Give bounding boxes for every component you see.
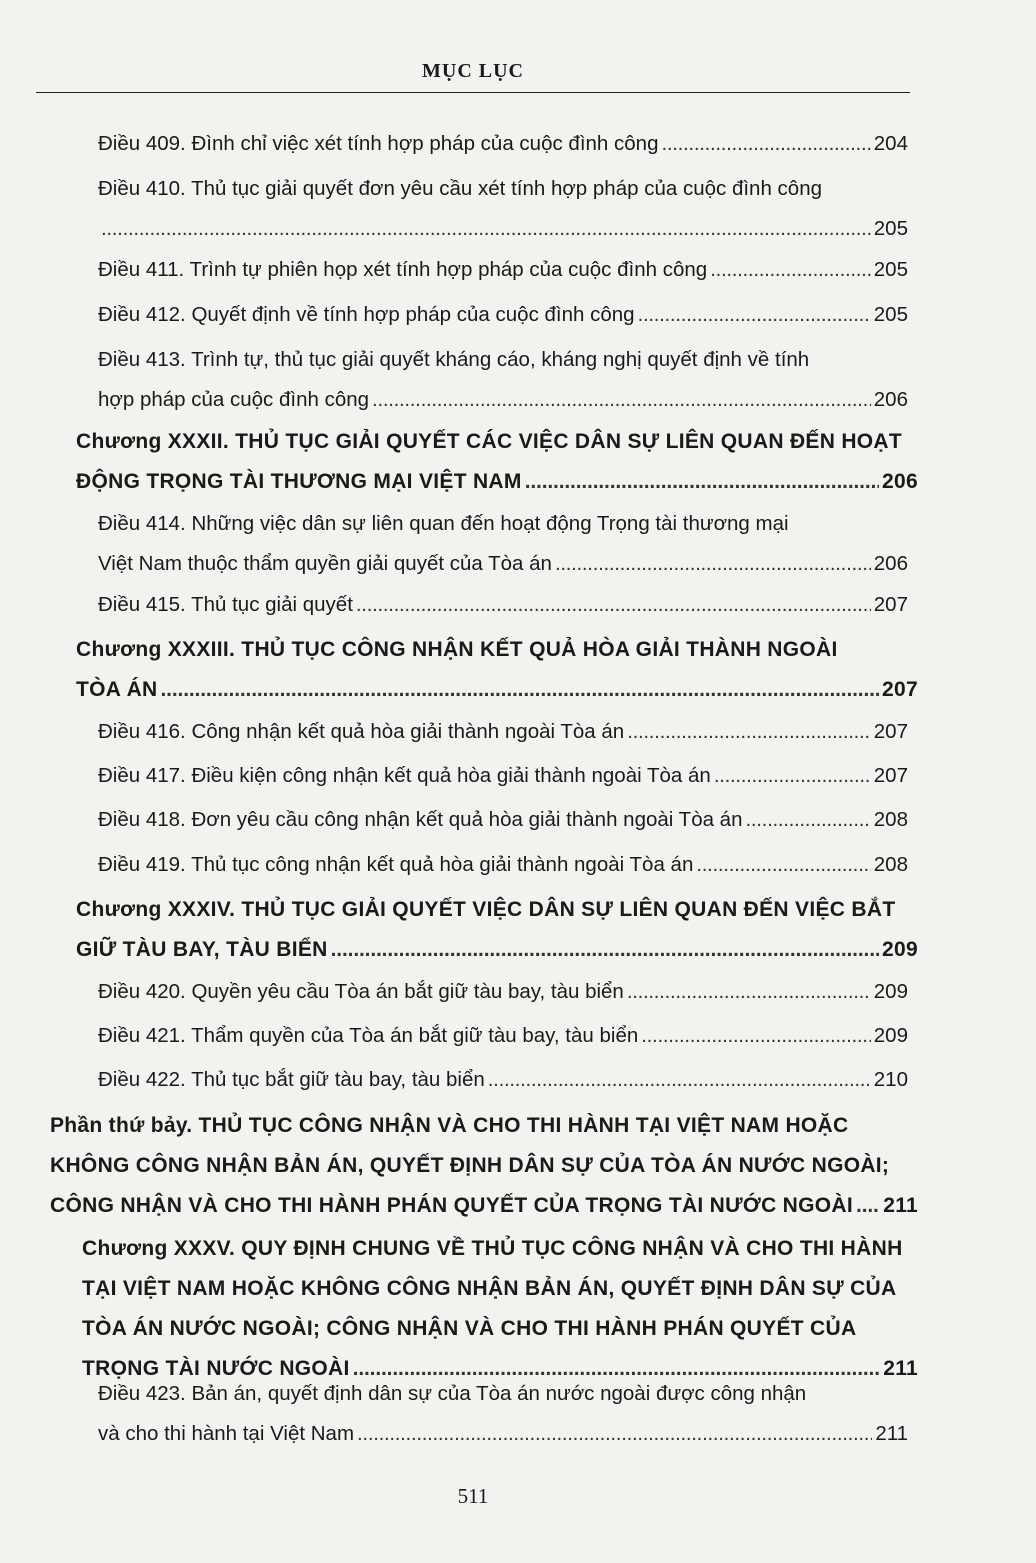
dot-leader (856, 1186, 880, 1226)
toc-page-ref: 205 (873, 217, 908, 240)
dot-leader (356, 585, 871, 625)
toc-entry-text: Điều 422. Thủ tục bắt giữ tàu bay, tàu biển (98, 1068, 485, 1091)
toc-entry-text: Điều 414. Những việc dân sự liên quan đến hoạt động Trọng tài thương mại (98, 512, 789, 535)
toc-entry-article[interactable] (98, 340, 908, 420)
toc-entry-text: Chương XXXIV. THỦ TỤC GIẢI QUYẾT VIỆC DÂN SỰ LIÊN QUAN ĐẾN VIỆC BẮT (76, 898, 896, 921)
toc-entry-article[interactable] (98, 712, 908, 752)
toc-entry-text: Điều 411. Trình tự phiên họp xét tính hợp pháp của cuộc đình công (98, 258, 708, 281)
toc-entry-article[interactable] (98, 250, 908, 290)
dot-leader (627, 712, 871, 752)
dot-leader (661, 124, 870, 164)
toc-entry-text: và cho thi hành tại Việt Nam (98, 1422, 355, 1445)
toc-page-ref: 211 (875, 1422, 908, 1445)
dot-leader (696, 845, 870, 885)
toc-entry-article[interactable] (98, 1374, 908, 1454)
toc-entry-text: Điều 423. Bản án, quyết định dân sự của Tòa án nước ngoài được công nhận (98, 1382, 807, 1405)
toc-entry-text: Điều 420. Quyền yêu cầu Tòa án bắt giữ tàu bay, tàu biển (98, 980, 624, 1003)
dot-leader (627, 972, 871, 1012)
dot-leader (525, 462, 879, 502)
toc-page-ref: 208 (873, 808, 908, 831)
toc-page-ref: 205 (873, 258, 908, 281)
dot-leader (555, 544, 871, 584)
toc-entry-text: Điều 416. Công nhận kết quả hòa giải thành ngoài Tòa án (98, 720, 625, 743)
toc-entry-chapter[interactable] (76, 890, 918, 970)
toc-entry-text: TÒA ÁN (76, 678, 158, 701)
toc-entry-text: GIỮ TÀU BAY, TÀU BIỂN (76, 938, 328, 961)
toc-page-ref: 209 (873, 980, 908, 1003)
toc-entry-chapter[interactable] (76, 422, 918, 502)
toc-page-ref: 211 (883, 1357, 918, 1380)
toc-entry-text: CÔNG NHẬN VÀ CHO THI HÀNH PHÁN QUYẾT CỦA TRỌNG TÀI NƯỚC NGOÀI (50, 1194, 854, 1217)
toc-entry-text: Điều 419. Thủ tục công nhận kết quả hòa giải thành ngoài Tòa án (98, 853, 694, 876)
toc-page-ref: 207 (873, 764, 908, 787)
toc-entry-part[interactable] (50, 1106, 918, 1226)
dot-leader (101, 209, 871, 249)
toc-entry-article[interactable] (98, 972, 908, 1012)
toc-entry-text: hợp pháp của cuộc đình công (98, 388, 370, 411)
toc-entry-article[interactable] (98, 504, 908, 584)
toc-entry-text: Chương XXXIII. THỦ TỤC CÔNG NHẬN KẾT QUẢ HÒA GIẢI THÀNH NGOÀI (76, 638, 838, 661)
toc-entry-text: TẠI VIỆT NAM HOẶC KHÔNG CÔNG NHẬN BẢN ÁN, QUYẾT ĐỊNH DÂN SỰ CỦA (82, 1277, 897, 1300)
dot-leader (372, 380, 871, 420)
toc-page-ref: 204 (873, 132, 908, 155)
toc-page-ref: 207 (882, 678, 918, 701)
page-number: 511 (457, 1484, 489, 1508)
toc-page-ref: 207 (873, 720, 908, 743)
toc-entry-text: Điều 418. Đơn yêu cầu công nhận kết quả hòa giải thành ngoài Tòa án (98, 808, 743, 831)
toc-entry-article[interactable] (98, 1060, 908, 1100)
toc-entry-article[interactable] (98, 800, 908, 840)
toc-entry-article[interactable] (98, 1016, 908, 1056)
toc-page-ref: 211 (883, 1194, 918, 1217)
toc-entry-text: Điều 415. Thủ tục giải quyết (98, 593, 353, 616)
dot-leader (161, 670, 880, 710)
toc-entry-chapter[interactable] (82, 1229, 918, 1389)
dot-leader (331, 930, 879, 970)
toc-page-ref: 210 (873, 1068, 908, 1091)
page-title: MỤC LỤC (422, 60, 524, 82)
dot-leader (746, 800, 871, 840)
toc-page-ref: 206 (882, 470, 918, 493)
dot-leader (357, 1414, 872, 1454)
toc-entry-article[interactable] (98, 169, 908, 249)
toc-entry-text: Việt Nam thuộc thẩm quyền giải quyết của Tòa án (98, 552, 552, 575)
toc-entry-text: TÒA ÁN NƯỚC NGOÀI; CÔNG NHẬN VÀ CHO THI HÀNH PHÁN QUYẾT CỦA (82, 1317, 857, 1340)
toc-entry-article[interactable] (98, 124, 908, 164)
toc-page-ref: 209 (882, 938, 918, 961)
toc-page-ref: 207 (873, 593, 908, 616)
toc-entry-article[interactable] (98, 756, 908, 796)
toc-page-ref: 206 (873, 552, 908, 575)
toc-page-ref: 209 (873, 1024, 908, 1047)
toc-page-ref: 208 (873, 853, 908, 876)
toc-page-ref: 205 (873, 303, 908, 326)
dot-leader (488, 1060, 871, 1100)
toc-entry-article[interactable] (98, 845, 908, 885)
toc-entry-text: Điều 412. Quyết định về tính hợp pháp của cuộc đình công (98, 303, 635, 326)
toc-entry-article[interactable] (98, 295, 908, 335)
toc-entry-text: Điều 409. Đình chỉ việc xét tính hợp pháp của cuộc đình công (98, 132, 659, 155)
dot-leader (641, 1016, 871, 1056)
dot-leader (714, 756, 871, 796)
toc-entry-text: Điều 410. Thủ tục giải quyết đơn yêu cầu xét tính hợp pháp của cuộc đình công (98, 177, 822, 200)
toc-entry-text: Điều 417. Điều kiện công nhận kết quả hòa giải thành ngoài Tòa án (98, 764, 711, 787)
toc-entry-text: Điều 413. Trình tự, thủ tục giải quyết kháng cáo, kháng nghị quyết định về tính (98, 348, 810, 371)
toc-entry-chapter[interactable] (76, 630, 918, 710)
toc-entry-article[interactable] (98, 585, 908, 625)
toc-entry-text: Phần thứ bảy. THỦ TỤC CÔNG NHẬN VÀ CHO THI HÀNH TẠI VIỆT NAM HOẶC (50, 1114, 849, 1137)
toc-entry-text: TRỌNG TÀI NƯỚC NGOÀI (82, 1357, 350, 1380)
toc-page-ref: 206 (873, 388, 908, 411)
toc-entry-text: Chương XXXV. QUY ĐỊNH CHUNG VỀ THỦ TỤC CÔNG NHẬN VÀ CHO THI HÀNH (82, 1237, 903, 1260)
toc-entry-text: KHÔNG CÔNG NHẬN BẢN ÁN, QUYẾT ĐỊNH DÂN SỰ CỦA TÒA ÁN NƯỚC NGOÀI; (50, 1154, 890, 1177)
toc-entry-text: Điều 421. Thẩm quyền của Tòa án bắt giữ tàu bay, tàu biển (98, 1024, 639, 1047)
dot-leader (710, 250, 871, 290)
toc-entry-text: ĐỘNG TRỌNG TÀI THƯƠNG MẠI VIỆT NAM (76, 470, 522, 493)
toc-entry-text: Chương XXXII. THỦ TỤC GIẢI QUYẾT CÁC VIỆC DÂN SỰ LIÊN QUAN ĐẾN HOẠT (76, 430, 903, 453)
dot-leader (638, 295, 871, 335)
